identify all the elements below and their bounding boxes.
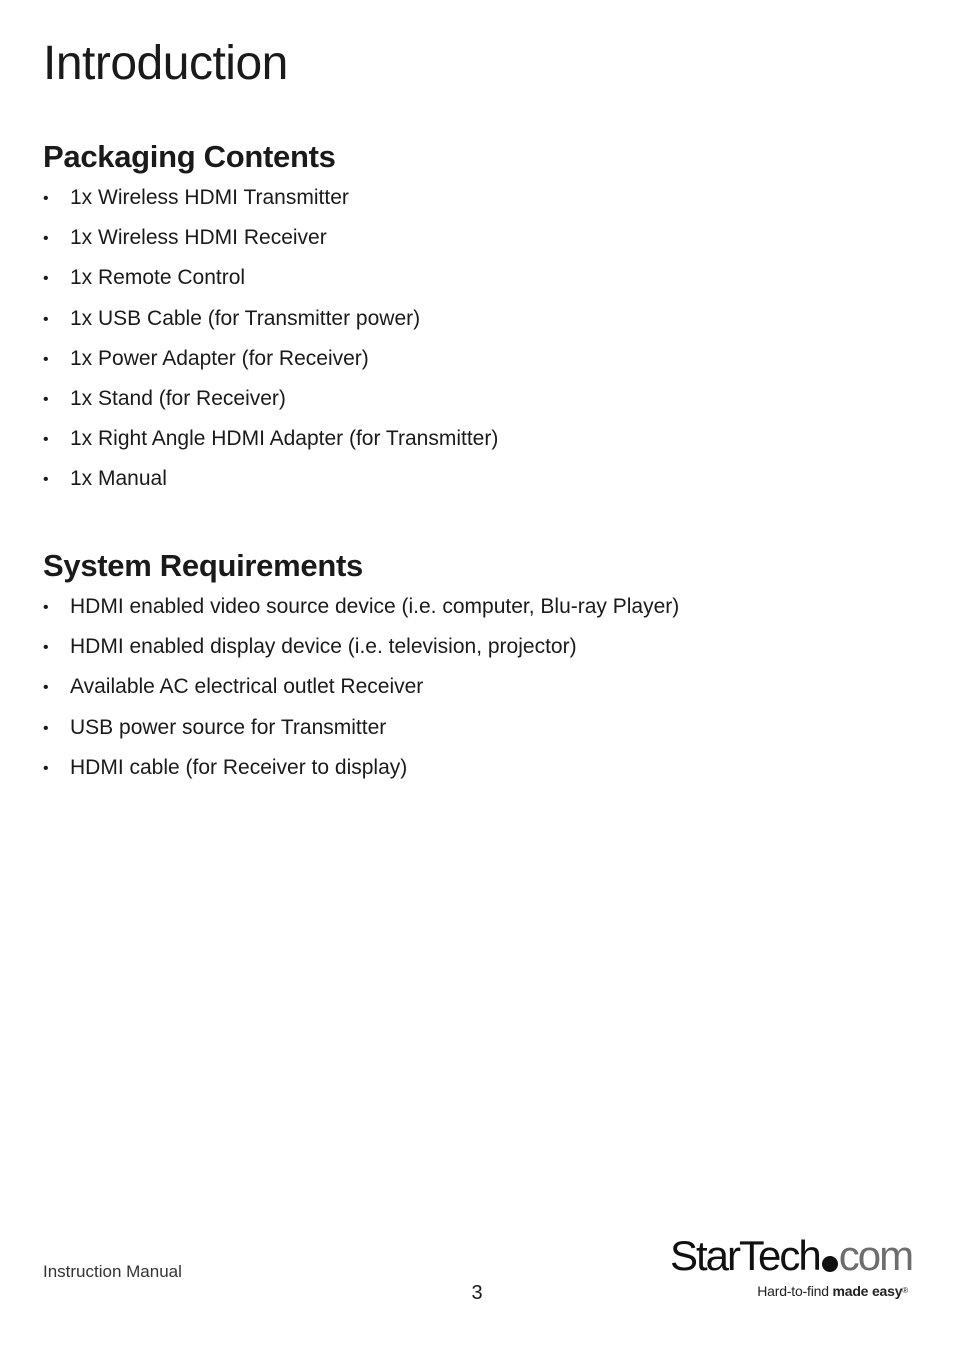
- system-requirements-heading: System Requirements: [43, 548, 363, 583]
- list-item: [43, 594, 679, 634]
- list-item-text: 1x Stand (for Receiver): [70, 386, 286, 410]
- list-item-text: USB power source for Transmitter: [70, 715, 387, 739]
- logo-tagline: [757, 1282, 908, 1300]
- bullet: •: [43, 230, 49, 248]
- list-item-text: HDMI enabled display device (i.e. television, projector): [70, 635, 577, 659]
- registered-mark: ®: [902, 1286, 908, 1295]
- logo-dot-icon: [822, 1256, 838, 1272]
- bullet: •: [43, 639, 49, 657]
- bullet: •: [43, 719, 49, 737]
- list-item: [43, 265, 498, 305]
- logo-tagline-bold: made easy: [832, 1283, 903, 1299]
- bullet: •: [43, 679, 49, 697]
- system-requirements-list: [43, 594, 679, 795]
- footer-document-title: Instruction Manual: [43, 1262, 182, 1281]
- bullet: •: [43, 310, 49, 328]
- logo-brand-suffix: com: [838, 1232, 913, 1279]
- bullet: •: [43, 270, 49, 288]
- list-item: [43, 306, 498, 346]
- bullet: •: [43, 431, 49, 449]
- list-item-text: Available AC electrical outlet Receiver: [70, 675, 424, 699]
- logo-brand-main: StarTech: [670, 1232, 820, 1279]
- list-item: [43, 185, 498, 225]
- logo-tagline-regular: Hard-to-find: [757, 1283, 833, 1299]
- packaging-contents-heading: Packaging Contents: [43, 139, 336, 174]
- list-item: [43, 755, 679, 795]
- list-item: [43, 466, 498, 506]
- list-item-text: 1x Power Adapter (for Receiver): [70, 346, 369, 370]
- list-item: [43, 225, 498, 265]
- list-item-text: 1x Wireless HDMI Receiver: [70, 226, 327, 250]
- list-item-text: 1x Remote Control: [70, 266, 246, 290]
- list-item-text: HDMI cable (for Receiver to display): [70, 755, 408, 779]
- logo-wordmark: [670, 1232, 912, 1280]
- list-item: [43, 674, 679, 714]
- list-item-text: 1x USB Cable (for Transmitter power): [70, 306, 421, 330]
- startech-logo: [670, 1232, 913, 1304]
- list-item-text: 1x Wireless HDMI Transmitter: [70, 186, 349, 209]
- bullet: •: [43, 190, 49, 207]
- packaging-contents-list: [43, 185, 498, 507]
- bullet: •: [43, 471, 49, 489]
- list-item-text: 1x Manual: [70, 467, 167, 491]
- list-item: [43, 346, 498, 386]
- list-item: [43, 426, 498, 466]
- list-item: [43, 634, 679, 674]
- bullet: •: [43, 390, 49, 408]
- list-item-text: HDMI enabled video source device (i.e. computer, Blu-ray Player): [70, 595, 680, 618]
- bullet: •: [43, 599, 49, 616]
- list-item-text: 1x Right Angle HDMI Adapter (for Transmitter): [70, 427, 499, 451]
- page-title: Introduction: [43, 37, 288, 90]
- page-number: 3: [471, 1282, 483, 1304]
- bullet: •: [43, 350, 49, 368]
- list-item: [43, 386, 498, 426]
- list-item: [43, 715, 679, 755]
- bullet: •: [43, 759, 49, 777]
